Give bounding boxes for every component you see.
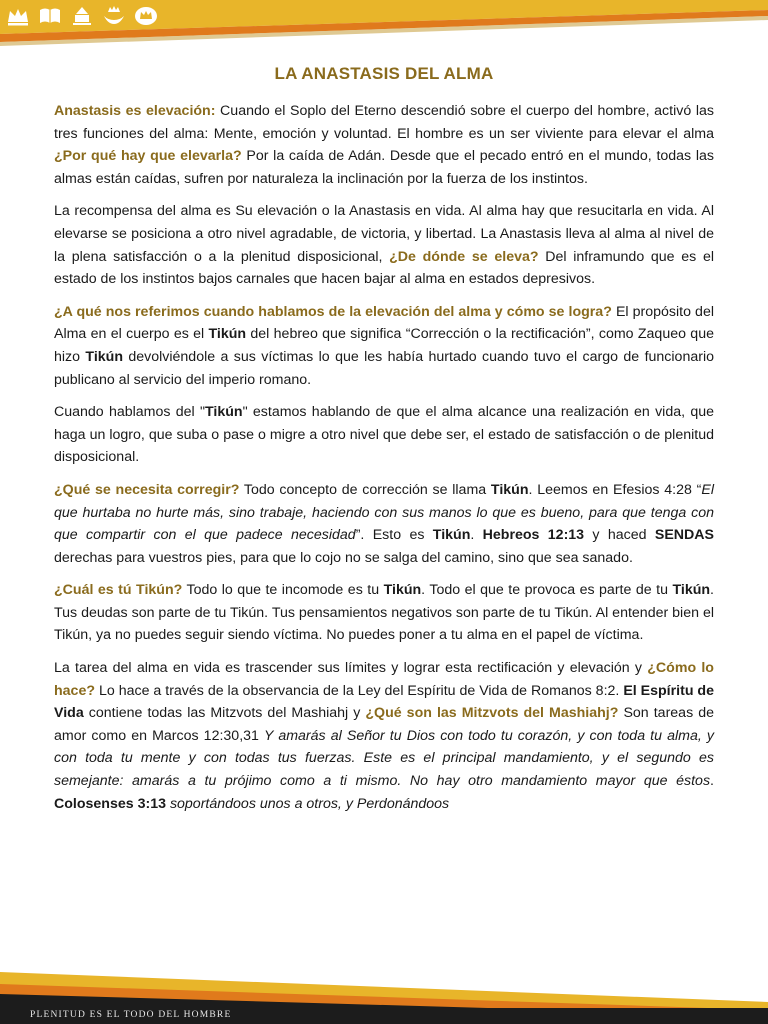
- hands-crown-icon: [102, 4, 126, 28]
- paragraph-2: La recompensa del alma es Su elevación o la Anastasis en vida. Al alma hay que resucitarla en vida. Al elevarse se posiciona a otro nivel agradable, de victoria, y libertad. La Anastasis lleva al alma al nivel de la plena satisfacción o a la plenitud disposicional, ¿De dónde se eleva? Del inframundo que es el estado de los instintos bajos carnales que hacen bajar al alma en estados depresivos.: [54, 203, 714, 288]
- question-highlight: ¿Cómo lo hace?: [54, 660, 714, 699]
- book-icon: [38, 4, 62, 28]
- question-highlight: ¿De dónde se eleva?: [389, 248, 539, 265]
- bible-quote: soportándoos unos a otros, y Perdonándoos: [169, 795, 450, 812]
- question-highlight: ¿Qué son las Mitzvots del Mashiahj?: [365, 705, 619, 722]
- paragraph-7: La tarea del alma en vida es trascender sus límites y lograr esta rectificación y elevación y ¿Cómo lo hace? Lo hace a través de la observancia de la Ley del Espíritu de Vida de Romanos 8:2. El Espíritu de Vida contiene todas las Mitzvots del Mashiahj y ¿Qué son las Mitzvots del Mashiahj? Son tareas de amor como en Marcos 12:30,31 Y amarás al Señor tu Dios con todo tu corazón, y con toda tu alma, y con toda tu mente y con todas tus fuerzas. Este es el principal mandamiento, y el segundo es semejante: amarás a tu prójimo como a ti mismo. No hay otro mandamiento mayor que éstos. Colosenses 3:13 soportándoos unos a otros, y Perdonándoos: [54, 660, 714, 812]
- paragraph-5: ¿Qué se necesita corregir? Todo concepto de corrección se llama Tikún. Leemos en Efesios 4:28 “El que hurtaba no hurte más, sino trabaje, haciendo con sus manos lo que es bueno, para que tenga con que compartir con el que padece necesidad”. Esto es Tikún. Hebreos 12:13 y haced SENDAS derechas para vuestros pies, para que lo cojo no se salga del camino, sino que sea sanado.: [54, 481, 715, 566]
- footer-band: [0, 928, 768, 1024]
- crown-emblem-icon: [134, 4, 158, 28]
- paragraph-3: ¿A qué nos referimos cuando hablamos de la elevación del alma y cómo se logra? El propósito del Alma en el cuerpo es el Tikún del hebreo que significa “Corrección o la rectificación”, como Zaqueo que hizo Tikún devolviéndole a sus víctimas lo que les había hurtado cuando tuvo el cargo de funcionario publicano al servicio del imperio romano.: [54, 303, 714, 388]
- bible-quote: El que hurtaba no hurte más, sino trabaje, haciendo con sus manos lo que es bueno, para que tenga con que compartir con el que padece necesidad: [54, 481, 714, 544]
- question-highlight: Anastasis es elevación:: [54, 103, 216, 119]
- header-band: [0, 0, 768, 48]
- crown-icon: [6, 4, 30, 28]
- footer-tagline: PLENITUD ES EL TODO DEL HOMBRE: [30, 1010, 232, 1020]
- document-title: LA ANASTASIS DEL ALMA: [274, 64, 494, 83]
- ark-icon: [70, 4, 94, 28]
- paragraph-4: Cuando hablamos del "Tikún" estamos hablando de que el alma alcance una realización en vida, que haga un logro, que suba o pase o migre a otro nivel que debe ser, el estado de satisfacción o de plenitud disposicional.: [54, 404, 714, 466]
- question-highlight: ¿A qué nos referimos cuando hablamos de la elevación del alma y cómo se logra?: [54, 303, 612, 320]
- question-highlight: ¿Qué se necesita corregir?: [54, 481, 240, 498]
- document-body: [54, 64, 714, 825]
- paragraph-1: Anastasis es elevación: Cuando el Soplo del Eterno descendió sobre el cuerpo del hombre, activó las tres funciones del alma: Mente, emoción y voluntad. El hombre es un ser viviente para elevar el alma ¿Por qué hay que elevarla? Por la caída de Adán. Desde que el pecado entró en el mundo, todas las almas están caídas, sufren por naturaleza la inclinación por la fuerza de los instintos.: [54, 103, 715, 187]
- paragraph-6: ¿Cuál es tú Tikún? Todo lo que te incomode es tu Tikún. Todo el que te provoca es parte de tu Tikún. Tus deudas son parte de tu Tikún. Tus pensamientos negativos son parte de tu Tikún. Al entender bien el Tikún, ya no puedes seguir siendo víctima. No puedes poner a tu alma en el papel de víctima.: [54, 582, 714, 644]
- question-highlight: ¿Por qué hay que elevarla?: [54, 148, 242, 165]
- bible-quote: Y amarás al Señor tu Dios con todo tu corazón, y con toda tu alma, y con toda tu mente y con todas tus fuerzas. Este es el principal mandamiento, y el segundo es semejante: amarás a tu prójimo como a ti mismo. No hay otro mandamiento mayor que éstos: [54, 727, 714, 790]
- question-highlight: ¿Cuál es tú Tikún?: [54, 582, 183, 599]
